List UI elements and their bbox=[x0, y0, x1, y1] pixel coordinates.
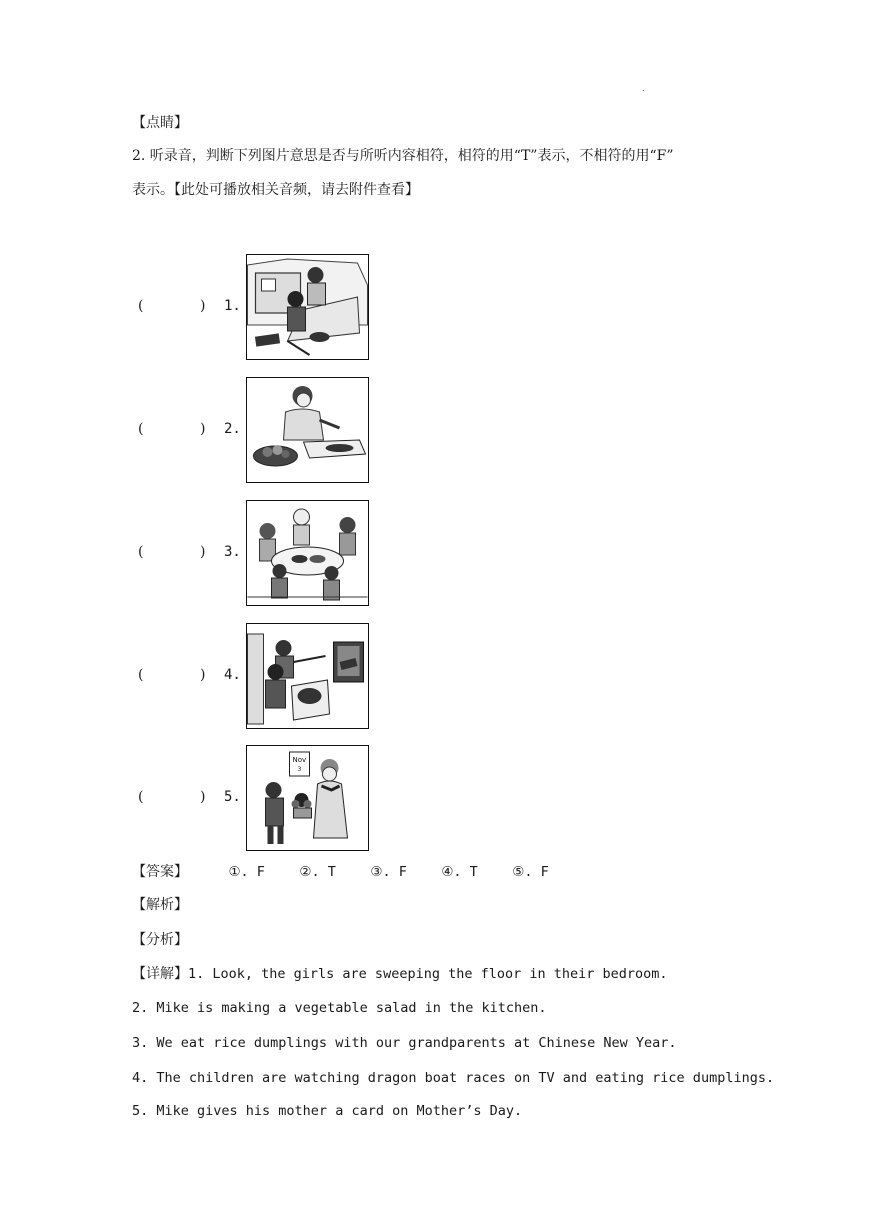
answer-value: ②. T bbox=[299, 864, 336, 880]
question-line-1: 2. 听录音，判断下列图片意思是否与所听内容相符，相符的用“T”表示，不相符的用“F” bbox=[132, 148, 674, 164]
boy-giving-flowers-to-mother-picture bbox=[246, 745, 369, 851]
answer-value: ⑤. F bbox=[512, 864, 549, 880]
woman-chopping-vegetables-picture bbox=[246, 377, 369, 483]
item-number: 1. bbox=[224, 298, 241, 314]
header-dot: . bbox=[642, 84, 645, 93]
answer-paren-right: ) bbox=[200, 298, 206, 314]
section-jiexi: 【解析】 bbox=[132, 897, 188, 913]
answer-paren-left: ( bbox=[138, 667, 144, 683]
question-line-2: 表示。【此处可播放相关音频，请去附件查看】 bbox=[132, 182, 419, 198]
answer-paren-left: ( bbox=[138, 298, 144, 314]
question-item bbox=[138, 500, 378, 606]
children-watching-tv-picture bbox=[246, 623, 369, 729]
answer-row bbox=[132, 861, 579, 881]
item-number: 4. bbox=[224, 667, 241, 683]
detail-line-5: 5. Mike gives his mother a card on Mother’s Day. bbox=[132, 1103, 523, 1119]
answer-paren-right: ) bbox=[200, 789, 206, 805]
section-fenxi: 【分析】 bbox=[132, 932, 188, 948]
calendar-day-text: 3 bbox=[297, 766, 302, 773]
detail-line-4: 4. The children are watching dragon boat races on TV and eating rice dumplings. bbox=[132, 1070, 775, 1086]
family-eating-at-table-picture bbox=[246, 500, 369, 606]
answer-value: ③. F bbox=[370, 864, 407, 880]
detail-text: 1. Look, the girls are sweeping the floor in their bedroom. bbox=[188, 966, 668, 982]
item-number: 5. bbox=[224, 789, 241, 805]
item-number: 2. bbox=[224, 421, 241, 437]
item-number: 3. bbox=[224, 544, 241, 560]
detail-line-1 bbox=[132, 964, 668, 984]
answer-value: ①. F bbox=[228, 864, 265, 880]
question-item bbox=[138, 745, 378, 851]
answer-paren-right: ) bbox=[200, 421, 206, 437]
detail-line-2: 2. Mike is making a vegetable salad in the kitchen. bbox=[132, 1000, 547, 1016]
answer-paren-right: ) bbox=[200, 667, 206, 683]
detail-line-3: 3. We eat rice dumplings with our grandparents at Chinese New Year. bbox=[132, 1035, 677, 1051]
question-item bbox=[138, 377, 378, 483]
question-item bbox=[138, 623, 378, 729]
answer-paren-left: ( bbox=[138, 421, 144, 437]
girls-in-bedroom-picture bbox=[246, 254, 369, 360]
answer-paren-right: ) bbox=[200, 544, 206, 560]
calendar-month-text: Nov bbox=[292, 756, 307, 764]
section-dianjing: 【点睛】 bbox=[132, 115, 188, 131]
detail-label: 【详解】 bbox=[132, 966, 188, 982]
answer-paren-left: ( bbox=[138, 789, 144, 805]
answer-value: ④. T bbox=[441, 864, 478, 880]
answer-paren-left: ( bbox=[138, 544, 144, 560]
question-item bbox=[138, 254, 378, 360]
answer-label: 【答案】 bbox=[132, 864, 188, 880]
